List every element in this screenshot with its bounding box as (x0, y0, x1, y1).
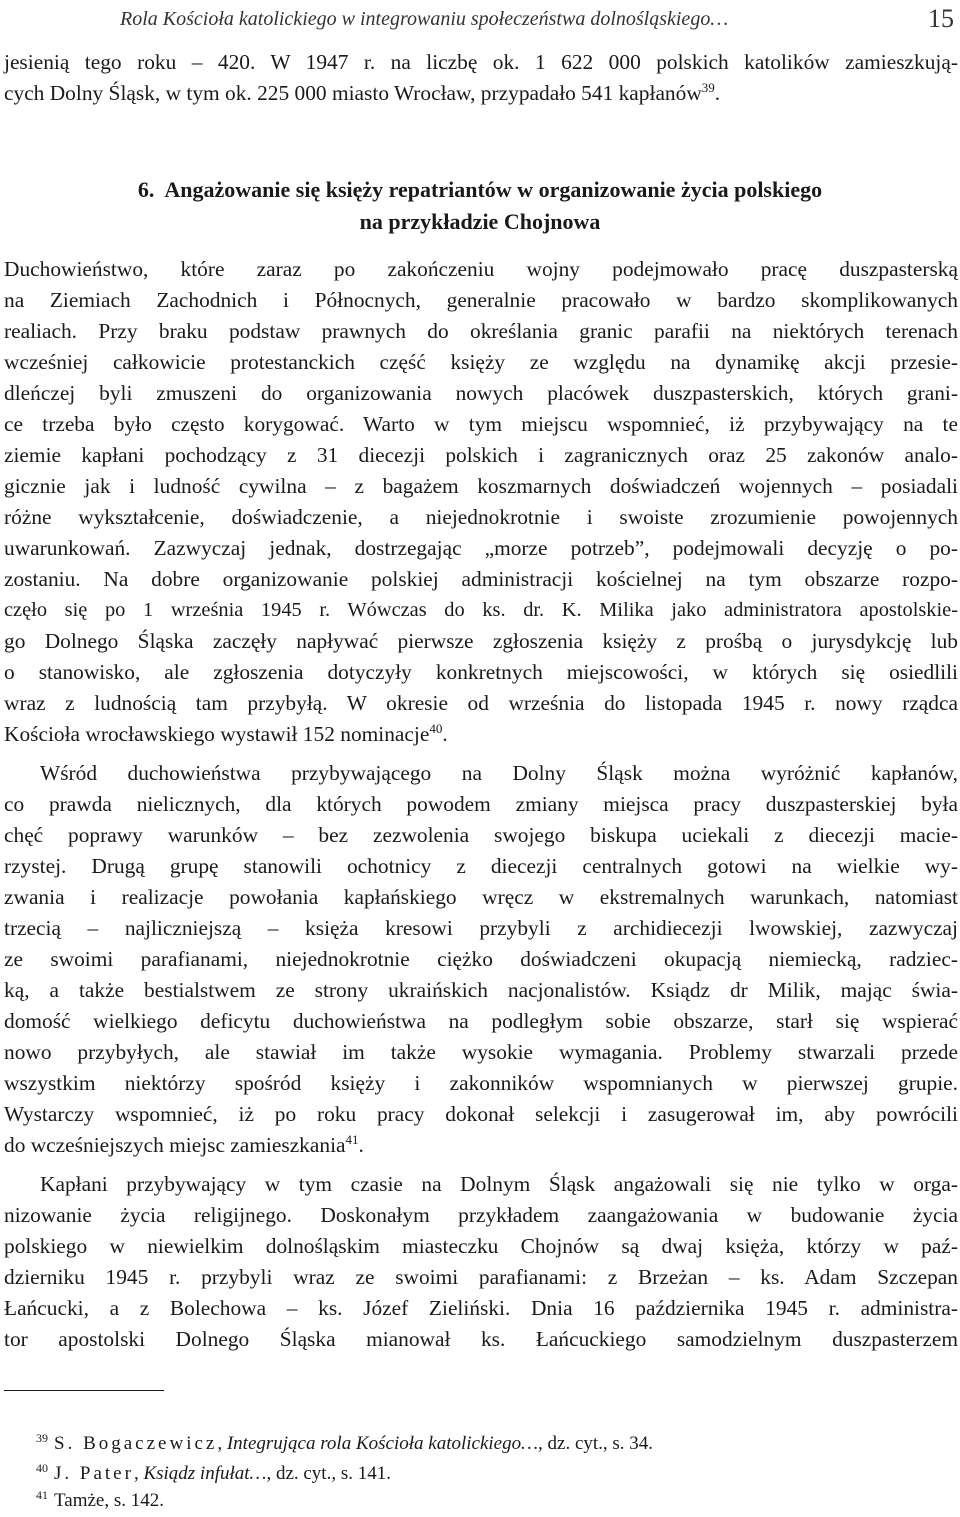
footnote-ref[interactable]: 40 (429, 721, 443, 736)
text-line: polskiego w niewielkim dolnośląskim miasteczku Chojnów są dwaj księża, którzy w paź- (4, 1234, 958, 1258)
text-line: nizowanie życia religijnego. Doskonałym przykładem zaangażowania w budowanie życia (4, 1203, 958, 1227)
text-line: realiach. Przy braku podstaw prawnych do określania granic parafii na niektórych terenach (4, 319, 958, 343)
section-heading (0, 174, 960, 206)
footnote-number: 41 (36, 1488, 48, 1502)
text-line: ce trzeba było często korygować. Warto w tym miejscu wspomnieć, iż przybywający na te (4, 412, 958, 436)
text-line: na Ziemiach Zachodnich i Północnych, generalnie pracowało w bardzo skomplikowanych (4, 288, 958, 312)
footnote-rest: , dz. cyt., s. 141. (266, 1463, 391, 1484)
text-line: o stanowisko, ale zgłoszenia dotyczyły konkretnych miejscowości, w których się osiedlili (4, 660, 958, 684)
footnote-ref[interactable]: 41 (345, 1132, 359, 1147)
section-number: 6. (137, 177, 155, 202)
footnote-rest: Tamże, s. 142. (54, 1490, 165, 1511)
text-line: chęć poprawy warunków – bez zezwolenia swojego biskupa uciekali z diecezji macie- (4, 823, 958, 847)
text-line (4, 1130, 958, 1160)
text-line: Łańcucki, a z Bolechowa – ks. Józef Zieliński. Dnia 16 października 1945 r. administra- (4, 1296, 958, 1320)
footnote-title: Ksiądz infułat… (143, 1463, 267, 1484)
text-line: zostaniu. Na dobre organizowanie polskiej administracji kościelnej na tym obszarze rozpo- (4, 567, 958, 591)
text-line: Duchowieństwo, które zaraz po zakończeniu wojny podejmowało pracę duszpasterską (4, 257, 958, 281)
text-line: ze swoimi parafianami, niejednokrotnie ciężko doświadczeni okupacją niemiecką, radziec- (4, 947, 958, 971)
section-title-line1: Angażowanie się księży repatriantów w organizowanie życia polskiego (164, 177, 823, 202)
footnote-divider (4, 1390, 164, 1391)
text-line: różne wykształcenie, doświadczenie, a niejednokrotnie i swoiste zrozumienie powojennych (4, 505, 958, 529)
text-segment: Kościoła wrocławskiego wystawił 152 nominacje (4, 722, 430, 746)
text-line: go Dolnego Śląska zaczęły napływać pierwsze zgłoszenia księży z prośbą o jurysdykcję lub (4, 629, 958, 653)
text-segment: cych Dolny Śląsk, w tym ok. 225 000 miasto Wrocław, przypadało 541 kapłanów (4, 81, 702, 105)
text-line: zwania i realizacje powołania kapłańskiego wręcz w ekstremalnych warunkach, natomiast (4, 885, 958, 909)
text-line: ziemie kapłani pochodzący z 31 diecezji polskich i zagranicznych oraz 25 zakonów analo- (4, 443, 958, 467)
section-subheading: na przykładzie Chojnowa (359, 209, 601, 234)
text-line: wszystkim niektórzy spośród księży i zakonników wspomnianych w pierwszej grupie. (4, 1071, 958, 1095)
text-line: częło się po 1 września 1945 r. Wówczas do ks. dr. K. Milika jako administratora apostolskie- (4, 599, 958, 621)
text-line: uwarunkowań. Zazwyczaj jednak, dostrzegając „morze potrzeb”, podejmowali decyzję o po- (4, 536, 958, 560)
text-line: Wystarczy wspomnieć, iż po roku pracy dokonał selekcji i zasugerował im, aby powrócili (4, 1102, 958, 1126)
text-line (4, 78, 958, 108)
footnote-title: Integrująca rola Kościoła katolickiego… (226, 1433, 539, 1454)
text-line: ką, a także bestialstwem ze strony ukraińskich nacjonalistów. Ksiądz dr Milik, mając świa- (4, 978, 958, 1002)
page-number: 15 (928, 4, 954, 33)
text-line: co prawda nielicznych, dla których powodem zmiany miejsca pracy duszpasterskiej była (4, 792, 958, 816)
footnote-rest: , dz. cyt., s. 34. (538, 1433, 654, 1454)
text-line: wcześniej całkowicie protestanckich część księży ze względu na dynamikę akcji przesie- (4, 350, 958, 374)
footnote-ref[interactable]: 39 (701, 80, 715, 95)
text-line: rzystej. Drugą grupę stanowili ochotnicy z diecezji centralnych gotowi na wielkie wy- (4, 854, 958, 878)
text-line: jesienią tego roku – 420. W 1947 r. na liczbę ok. 1 622 000 polskich katolików zamieszkują- (4, 50, 958, 74)
page-header (0, 4, 960, 38)
text-line: gicznie jak i ludność cywilna – z bagażem koszmarnych doświadczeń wojennych – posiadali (4, 474, 958, 498)
text-line: trzecią – najliczniejszą – księża kresowi przybyli z archidiecezji lwowskiej, zazwyczaj (4, 916, 958, 940)
text-segment: . (442, 722, 448, 746)
footnote-separator: , (133, 1463, 144, 1484)
text-line: tor apostolski Dolnego Śląska mianował ks. Łańcuckiego samodzielnym duszpasterzem (4, 1327, 958, 1351)
text-line (4, 719, 958, 749)
footnote (36, 1462, 391, 1486)
footnote (36, 1432, 653, 1456)
footnote (36, 1489, 164, 1513)
text-line: nowo przybyłych, ale stawiał im także wysokie wymagania. Problemy stwarzali przede (4, 1040, 958, 1064)
text-line: Kapłani przybywający w tym czasie na Dolnym Śląsk angażowali się nie tylko w orga- (40, 1172, 958, 1196)
text-line: dzierniku 1945 r. przybyli wraz ze swoimi parafianami: z Brzeżan – ks. Adam Szczepan (4, 1265, 958, 1289)
footnote-author: S. Bogaczewicz (54, 1433, 218, 1454)
footnote-number: 40 (36, 1461, 48, 1475)
text-line: dleńczej byli zmuszeni do organizowania nowych placówek duszpasterskich, których grani- (4, 381, 958, 405)
footnote-separator: , (217, 1433, 227, 1454)
text-line: wraz z ludnością tam przybyłą. W okresie od września do listopada 1945 r. nowy rządca (4, 691, 958, 715)
running-title: Rola Kościoła katolickiego w integrowaniu społeczeństwa dolnośląskiego… (120, 8, 729, 30)
text-line: Wśród duchowieństwa przybywającego na Dolny Śląsk można wyróżnić kapłanów, (40, 761, 958, 785)
text-segment: . (714, 81, 721, 105)
footnote-author: J. Pater (54, 1463, 134, 1484)
text-line: domość wielkiego deficytu duchowieństwa na podległym sobie obszarze, starł się wspierać (4, 1009, 958, 1033)
text-segment: . (358, 1133, 364, 1157)
footnote-number: 39 (36, 1431, 48, 1445)
text-segment: do wcześniejszych miejsc zamieszkania (4, 1133, 346, 1157)
